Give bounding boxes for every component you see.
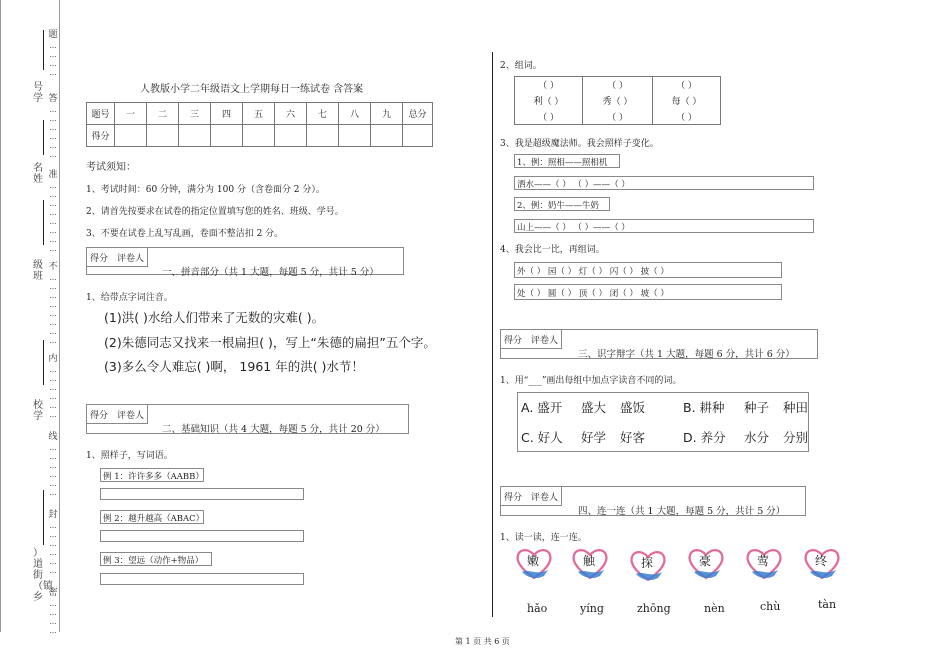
section3-title: 三、识字辩字（共 1 大题，每题 6 分，共计 6 分） <box>578 349 795 360</box>
score-cell: 一 <box>115 103 147 125</box>
scorebox <box>500 486 562 506</box>
heart-card[interactable] <box>686 546 726 582</box>
pinyin-item[interactable]: zhōng <box>637 602 671 615</box>
section4-q1: 1、读一读，连一连。 <box>500 533 587 543</box>
section1-line: (2)朱德同志又找来一根扁担( )，写上“朱德的扁担”五个字。 <box>104 335 436 350</box>
scorebox <box>500 329 562 349</box>
score-cell: 五 <box>243 103 275 125</box>
heart-character: 豪 <box>699 554 712 568</box>
score-cell: 得分 <box>87 125 115 147</box>
answer-line-box[interactable] <box>100 530 304 542</box>
label-name: 名姓 <box>33 163 43 185</box>
pinyin-item[interactable]: chù <box>760 600 781 613</box>
scorebox-defen: 得分 <box>504 493 523 503</box>
word-option[interactable]: C. 好人 <box>521 430 563 445</box>
page-title: 人教版小学二年级语文上学期每日一练试卷 含答案 <box>140 84 364 95</box>
heart-character: 终 <box>815 554 828 568</box>
score-input[interactable] <box>371 125 403 147</box>
zuci-cell[interactable]: （ ） <box>653 109 721 125</box>
instruction-item: 1、考试时间：60 分钟，满分为 100 分（含卷面分 2 分）。 <box>86 185 325 195</box>
answer-line-box[interactable] <box>100 573 304 585</box>
zuci-cell[interactable]: 利（ ） <box>515 93 583 109</box>
zuci-cell[interactable]: （ ） <box>515 77 583 93</box>
scorebox-pingjuan: 评卷人 <box>531 493 559 503</box>
zuci-cell[interactable]: 每（ ） <box>653 93 721 109</box>
seal-word-feng: 封 <box>48 510 58 520</box>
bibi-row-text: 外（ ） 园（ ） 灯（ ） 闪（ ） 披（ ） <box>517 267 669 277</box>
instruction-item: 2、请首先按要求在试卷的指定位置填写您的姓名、班级、学号。 <box>86 207 344 217</box>
score-cell: 六 <box>275 103 307 125</box>
score-cell: 总分 <box>403 103 433 125</box>
zuci-table <box>514 76 721 125</box>
column-divider <box>492 52 493 617</box>
section3-q1: 1、用“___”画出每组中加点字读音不同的词。 <box>500 376 682 386</box>
scorebox <box>86 247 148 267</box>
score-input[interactable] <box>275 125 307 147</box>
seal-dots: … … … … … … <box>49 106 57 159</box>
seal-dots: … … … … <box>49 42 57 77</box>
score-input[interactable] <box>211 125 243 147</box>
score-cell: 七 <box>307 103 339 125</box>
score-cell: 三 <box>179 103 211 125</box>
score-input[interactable] <box>339 125 371 147</box>
zuci-cell[interactable]: 秀（ ） <box>583 93 653 109</box>
q2-zuci: 2、组词。 <box>500 61 542 71</box>
heart-card[interactable] <box>570 546 610 582</box>
seal-line <box>43 490 44 545</box>
word-option[interactable]: 种田 <box>783 400 809 415</box>
example-label: 例 1：许许多多（AABB） <box>103 472 204 482</box>
seal-line <box>43 30 44 70</box>
score-cell: 题号 <box>87 103 115 125</box>
seal-line <box>43 340 44 385</box>
example-label: 1、例：照相——照相机 <box>517 158 608 168</box>
q4-bibi: 4、我会比一比，再组词。 <box>500 245 605 255</box>
word-option[interactable]: A. 盛开 <box>521 400 563 415</box>
bibi-row-text: 处（ ） 圆（ ） 顶（ ） 闭（ ） 坡（ ） <box>517 289 669 299</box>
section2-title: 二、基础知识（共 4 大题，每题 5 分，共计 20 分） <box>162 424 385 435</box>
section1-title: 一、拼音部分（共 1 大题，每题 5 分，共计 5 分） <box>162 267 379 278</box>
scorebox-pingjuan: 评卷人 <box>117 411 145 421</box>
zuci-cell[interactable]: （ ） <box>583 109 653 125</box>
word-option[interactable]: 分别 <box>783 430 809 445</box>
pinyin-item[interactable]: yíng <box>580 602 604 615</box>
seal-word-xian: 线 <box>48 432 58 442</box>
q3-magic: 3、我是超级魔法师。我会照样子变化。 <box>500 139 659 149</box>
seal-word-zhun: 准 <box>48 170 58 180</box>
seal-dots: … … … … … … <box>49 444 57 497</box>
seal-line <box>43 120 44 155</box>
heart-character: 嫩 <box>527 554 540 568</box>
example-label: 例 2：越升越高（ABAC） <box>103 514 205 524</box>
instruction-item: 3、不要在试卷上乱写乱画，卷面不整洁扣 2 分。 <box>86 229 284 239</box>
seal-dots: … … … … … … … … <box>49 182 57 253</box>
seal-dots: … … … … … … <box>49 522 57 575</box>
score-cell: 八 <box>339 103 371 125</box>
heart-character: 触 <box>583 554 596 568</box>
seal-dots: … … … … <box>49 600 57 635</box>
heart-card[interactable] <box>744 546 784 582</box>
word-option[interactable]: 水分 <box>744 430 770 445</box>
score-input[interactable] <box>403 125 433 147</box>
zuci-cell[interactable]: （ ） <box>653 77 721 93</box>
score-input[interactable] <box>147 125 179 147</box>
score-input[interactable] <box>243 125 275 147</box>
word-option[interactable]: 盛饭 <box>620 400 646 415</box>
seal-dots: … … … … … … … … <box>49 274 57 345</box>
score-cell: 二 <box>147 103 179 125</box>
heart-card[interactable] <box>628 548 668 584</box>
seal-word-bu: 不 <box>48 262 58 272</box>
instructions-heading: 考试须知： <box>86 162 136 173</box>
word-option[interactable]: 好学 <box>581 430 607 445</box>
scorebox-defen: 得分 <box>90 254 109 264</box>
word-option[interactable]: 种子 <box>744 400 770 415</box>
word-option[interactable]: B. 耕种 <box>683 400 725 415</box>
zuci-cell[interactable]: （ ） <box>515 109 583 125</box>
label-class: 级班 <box>33 260 43 282</box>
word-option[interactable]: D. 养分 <box>683 430 726 445</box>
score-input[interactable] <box>307 125 339 147</box>
seal-word-mi: 密 <box>48 588 58 598</box>
answer-row-text: 洒水——（ ） （ ）——（ ） <box>517 180 630 190</box>
page-footer: 第 1 页 共 6 页 <box>455 637 510 646</box>
seal-word-ti: 题 <box>48 30 58 40</box>
heart-card[interactable] <box>514 546 554 582</box>
score-cell: 九 <box>371 103 403 125</box>
label-street: ）道街（镇乡 <box>33 548 53 603</box>
scorebox <box>86 404 148 424</box>
score-input[interactable] <box>115 125 147 147</box>
seal-dots: … … … … … … <box>49 366 57 419</box>
section2-q1: 1、照样子，写词语。 <box>86 451 173 461</box>
heart-card[interactable] <box>802 546 842 582</box>
seal-word-nei: 内 <box>48 354 58 364</box>
scorebox-defen: 得分 <box>504 336 523 346</box>
scorebox-pingjuan: 评卷人 <box>117 254 145 264</box>
answer-line-box[interactable] <box>100 488 304 500</box>
heart-character: 莺 <box>757 554 770 568</box>
score-cell: 四 <box>211 103 243 125</box>
label-school: 校学 <box>33 400 43 422</box>
section4-title: 四、连一连（共 1 大题，每题 5 分，共计 5 分） <box>578 506 786 517</box>
seal-word-da: 答 <box>48 94 58 104</box>
pinyin-item[interactable]: tàn <box>818 598 837 611</box>
score-table <box>86 102 433 147</box>
answer-row-text: 山上——（ ） （ ）——（ ） <box>517 223 630 233</box>
section1-q1: 1、给带点字词注音。 <box>86 293 173 303</box>
scorebox-defen: 得分 <box>90 411 109 421</box>
word-option[interactable]: 盛大 <box>581 400 607 415</box>
pinyin-item[interactable]: nèn <box>704 602 725 615</box>
example-label: 例 3：望远（动作+物品） <box>103 556 204 566</box>
section1-line: (3)多么令人难忘( )啊， 1961 年的洪( )水节！ <box>104 359 364 374</box>
word-option[interactable]: 好客 <box>620 430 646 445</box>
example-label: 2、例：奶牛——牛奶 <box>517 201 599 211</box>
section1-line: (1)洪( )水给人们带来了无数的灾难( )。 <box>104 310 325 325</box>
seal-line <box>43 200 44 245</box>
scorebox-pingjuan: 评卷人 <box>531 336 559 346</box>
heart-character: 探 <box>641 556 654 570</box>
label-student-number: 号学 <box>33 82 43 104</box>
score-input[interactable] <box>179 125 211 147</box>
pinyin-item[interactable]: hǎo <box>527 602 548 615</box>
zuci-cell[interactable]: （ ） <box>583 77 653 93</box>
